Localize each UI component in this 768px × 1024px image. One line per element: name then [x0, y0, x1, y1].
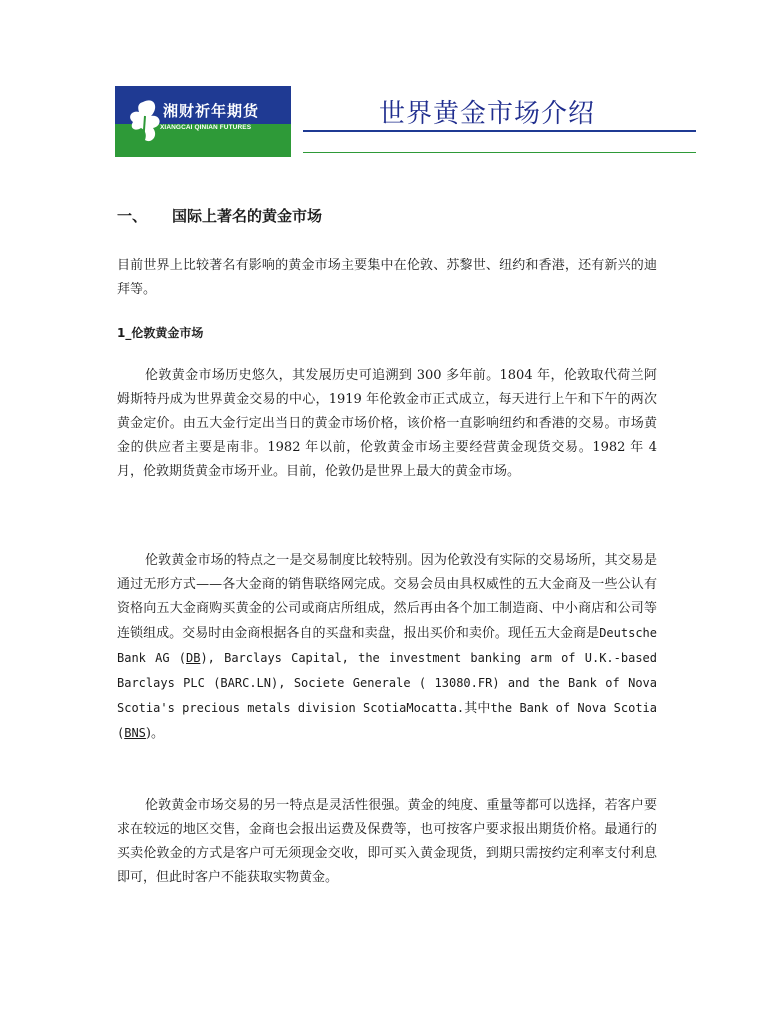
- bns-link[interactable]: BNS: [124, 726, 146, 740]
- intro-paragraph: 目前世界上比较著名有影响的黄金市场主要集中在伦敦、苏黎世、纽约和香港，还有新兴的迪拜等。: [117, 258, 657, 297]
- db-link[interactable]: DB: [185, 651, 201, 665]
- paragraph-text: 伦敦黄金市场的特点之一是交易制度比较特别。因为伦敦没有实际的交易场所，其交易是通过无形方式——各大金商的销售联络网完成。交易会员由具权威性的五大金商及一些公认有资格向五大金商购买黄金的公司或商店所组成，然后再由各个加工制造商、中小商店和公司等连锁组成。交易时由金商根据各自的买盘和卖盘，报出买价和卖价。现任五大金商是: [117, 553, 657, 641]
- paragraph-text: 其中: [464, 701, 491, 716]
- paragraph-text: Deutsche Bank AG (: [117, 626, 657, 665]
- document-title: 世界黄金市场介绍: [379, 99, 596, 129]
- section-title: 国际上著名的黄金市场: [172, 207, 323, 225]
- paragraph-text: the Bank of Nova Scotia (: [117, 701, 657, 740]
- title-rule-green: [303, 152, 696, 153]
- paragraph-text: )。: [145, 726, 164, 741]
- leaf-emblem-icon: [115, 86, 291, 157]
- title-rule-blue: [303, 130, 696, 132]
- paragraph-flexibility: 伦敦黄金市场交易的另一特点是灵活性很强。黄金的纯度、重量等都可以选择，若客户要求在较远的地区交售，金商也会报出运费及保费等，也可按客户要求报出期货价格。最通行的买卖伦敦金的方式是客户可无须现金交收，即可买入黄金现货，到期只需按约定利率支付利息即可，但此时客户不能获取实物黄金。: [117, 798, 657, 885]
- section-number: 一、: [117, 207, 148, 225]
- section-heading: [117, 205, 322, 226]
- subsection-title: 1_伦敦黄金市场: [117, 326, 204, 340]
- paragraph-history: 伦敦黄金市场历史悠久，其发展历史可追溯到 300 多年前。1804 年，伦敦取代荷兰阿姆斯特丹成为世界黄金交易的中心，1919 年伦敦金市正式成立，每天进行上午和下午的两次黄金定价。由五大金行定出当日的黄金市场价格，该价格一直影响纽约和香港的交易。市场黄金的供应者主要是南非。1982 年以前，伦敦黄金市场主要经营黄金现货交易。1982 年 4 月，伦敦期货黄金市场开业。目前，伦敦仍是世界上最大的黄金市场。: [117, 368, 657, 479]
- company-logo: [115, 86, 291, 157]
- paragraph-text: ), Barclays Capital, the investment banking arm of U.K.-based Barclays PLC (BARC.LN), Societe Generale ( 13080.FR) and the Bank of Nova Scotia's precious metals division ScotiaMocatta.: [117, 651, 657, 715]
- logo-chinese-name: 湘财祈年期货: [163, 102, 260, 120]
- logo-english-name: XIANGCAI QINIAN FUTURES: [160, 124, 252, 131]
- paragraph-trading-system: [117, 549, 657, 746]
